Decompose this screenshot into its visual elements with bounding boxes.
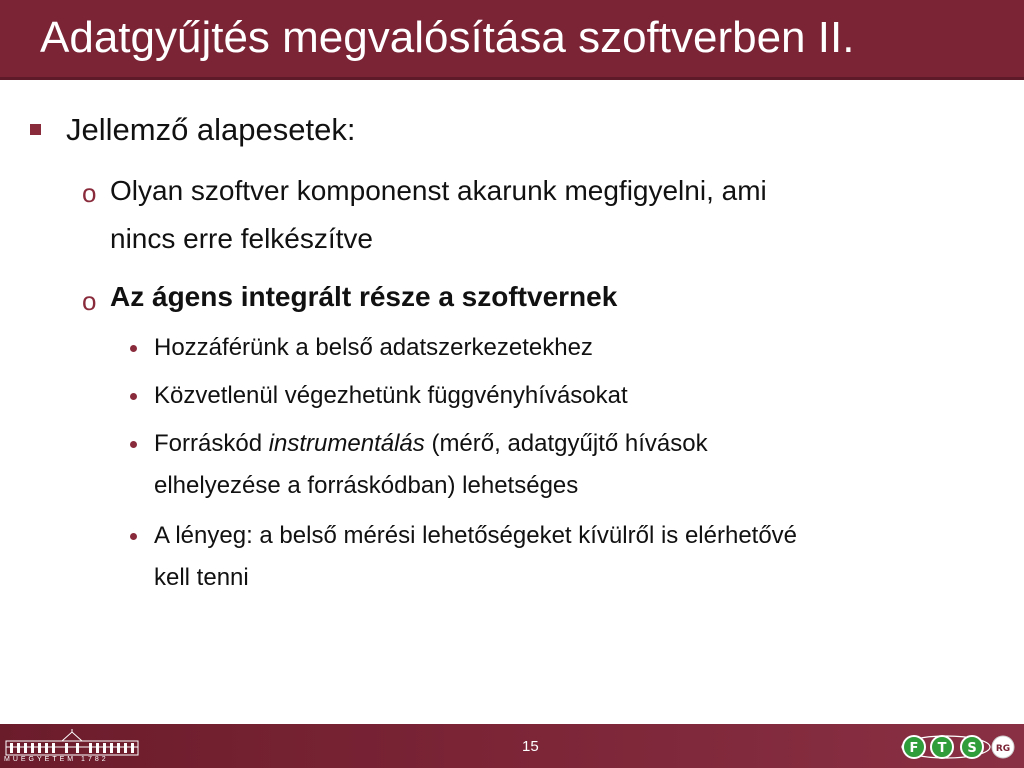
sub-bullet-4-line1: A lényeg: a belső mérési lehetőségeket kívülről is elérhetővé <box>154 522 798 549</box>
footer-bar <box>0 724 1024 768</box>
page-number: 15 <box>522 738 539 755</box>
university-caption: MŰEGYETEM 1782 <box>4 756 109 763</box>
dot-bullet-icon <box>130 533 137 540</box>
sub-bullet-3-italic: instrumentálás <box>268 430 425 457</box>
sub-bullet-3-line1 <box>154 428 708 460</box>
logo-letter-s: S <box>967 741 977 756</box>
dot-bullet-icon <box>130 441 137 448</box>
ftsrg-logo-icon <box>900 733 1020 761</box>
sub-bullet-4-line2: kell tenni <box>154 564 249 591</box>
bullet-item1-line2: nincs erre felkészítve <box>110 223 373 254</box>
sub-bullet-3-suffix: (mérő, adatgyűjtő hívások <box>424 430 708 457</box>
circle-bullet-icon: o <box>82 178 97 208</box>
logo-letter-f: F <box>909 741 919 756</box>
bullet-item2: Az ágens integrált része a szoftvernek <box>110 281 618 312</box>
logo-letter-t: T <box>937 741 947 756</box>
sub-bullet-1: Hozzáférünk a belső adatszerkezetekhez <box>154 334 593 361</box>
sub-bullet-2: Közvetlenül végezhetünk függvényhívásokat <box>154 382 628 409</box>
sub-bullet-3-line2: elhelyezése a forráskódban) lehetséges <box>154 472 579 499</box>
bullet-level1: Jellemző alapesetek: <box>66 112 356 147</box>
logo-letter-rg: RG <box>995 744 1011 754</box>
sub-bullet-3-prefix: Forráskód <box>154 430 269 457</box>
slide-title: Adatgyűjtés megvalósítása szoftverben II. <box>40 13 855 62</box>
bullet-item1-line1: Olyan szoftver komponenst akarunk megfigyelni, ami <box>110 175 767 206</box>
dot-bullet-icon <box>130 345 137 352</box>
square-bullet-icon <box>30 124 41 135</box>
circle-bullet-icon: o <box>82 286 97 316</box>
dot-bullet-icon <box>130 393 137 400</box>
